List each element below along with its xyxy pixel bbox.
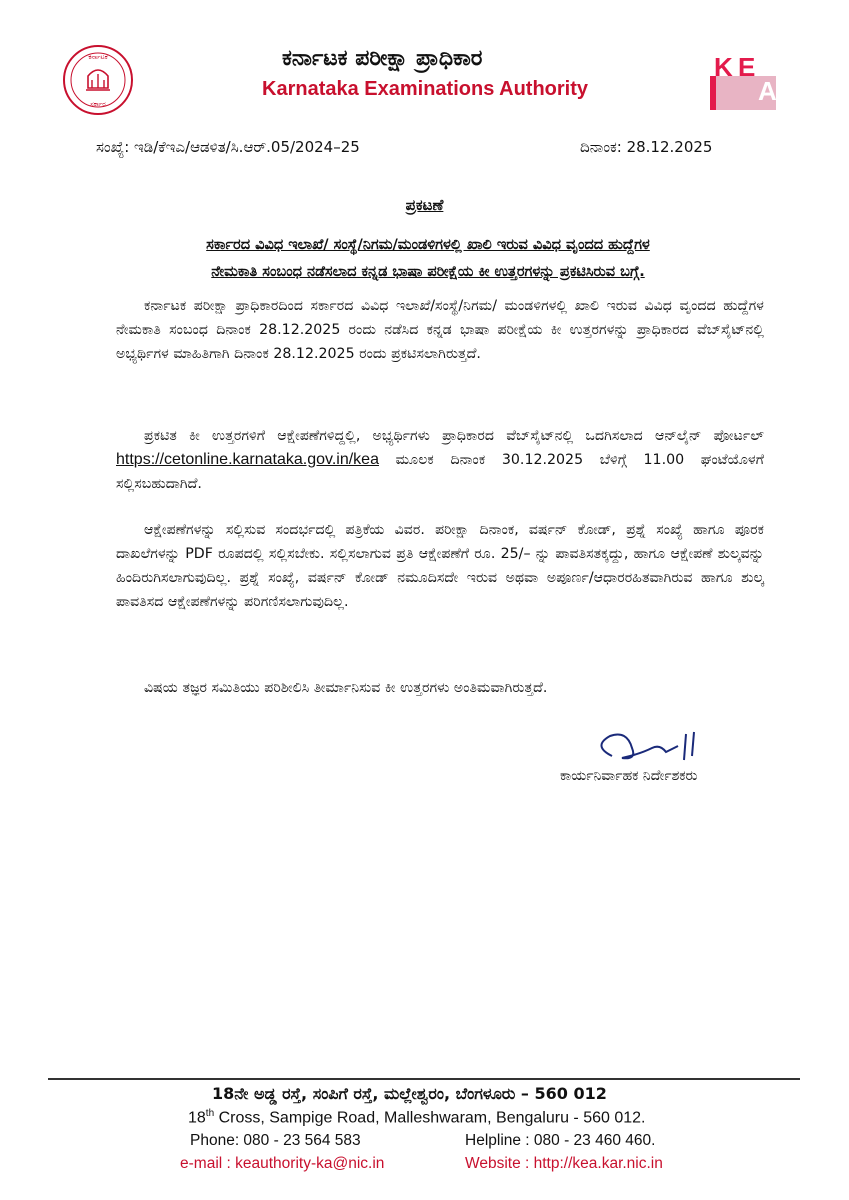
paragraph-4-text: ವಿಷಯ ತಜ್ಞರ ಸಮಿತಿಯು ಪರಿಶೀಲಿಸಿ ತೀರ್ಮಾನಿಸುವ ಕೀ ಉತ್ತರಗಳು ಅಂತಿಮವಾಗಿರುತ್ತದೆ. [144,680,548,696]
notice-subject [92,232,764,286]
logo-letter-e: E [738,52,756,82]
kea-logo-icon [702,40,784,112]
footer-divider [48,1078,800,1080]
reference-value: ಇಡಿ/ಕೆಇಎ/ಆಡಳಿತ/ಸಿ.ಆರ್.05/2024–25 [134,138,360,156]
subject-line-1: ಸರ್ಕಾರದ ವಿವಿಧ ಇಲಾಖೆ/ ಸಂಸ್ಥೆ/ನಿಗಮ/ಮಂಡಳಿಗಳಲ್ಲಿ ಖಾಲಿ ಇರುವ ವಿವಿಧ ವೃಂದದ ಹುದ್ದೆಗಳ [206,237,650,253]
authority-title-kannada: ಕರ್ನಾಟಕ ಪರೀಕ್ಷಾ ಪ್ರಾಧಿಕಾರ [282,46,483,71]
website-link[interactable]: Website : http://kea.kar.nic.in [465,1155,663,1172]
paragraph-1 [116,294,764,366]
paragraph-2-text-start: ಪ್ರಕಟಿತ ಕೀ ಉತ್ತರಗಳಿಗೆ ಆಕ್ಷೇಪಣೆಗಳಿದ್ದಲ್ಲಿ, ಅಭ್ಯರ್ಥಿಗಳು ಪ್ರಾಧಿಕಾರದ ವೆಬ್‌ಸೈಟ್‌ನಲ್ಲಿ ಒದಗಿಸಲಾದ ಆನ್‌ಲೈನ್ ಪೋರ್ಟಲ್ [144,428,764,444]
logo-letter-a: A [758,76,777,106]
date-label: ದಿನಾಂಕ: [580,138,622,156]
notice-heading: ಪ್ರಕಟಣೆ [405,196,444,214]
paragraph-2-text-end: ಮೂಲಕ ದಿನಾಂಕ 30.12.2025 ಬೆಳಿಗ್ಗೆ 11.00 ಘಂಟೆಯೊಳಗೆ ಸಲ್ಲಿಸಬಹುದಾಗಿದೆ. [116,452,765,492]
address-english [188,1108,645,1127]
address-english-number: 18 [188,1109,206,1127]
objection-portal-link[interactable]: https://cetonline.karnataka.gov.in/kea [116,451,379,468]
paragraph-4 [116,676,764,700]
subject-line-2: ನೇಮಕಾತಿ ಸಂಬಂಧ ನಡೆಸಲಾದ ಕನ್ನಡ ಭಾಷಾ ಪರೀಕ್ಷೆಯ ಕೀ ಉತ್ತರಗಳನ್ನು ಪ್ರಕಟಿಸಿರುವ ಬಗ್ಗೆ. [211,264,645,280]
phone-number: Phone: 080 - 23 564 583 [190,1132,361,1149]
address-english-suffix: th [205,1108,215,1119]
email-address[interactable]: e-mail : keauthority-ka@nic.in [180,1155,385,1172]
paragraph-2 [116,424,764,496]
paragraph-3 [116,518,764,614]
authority-title-english: Karnataka Examinations Authority [262,78,589,100]
helpline-number: Helpline : 080 - 23 460 460. [465,1132,656,1149]
address-english-rest: Cross, Sampige Road, Malleshwaram, Bengaluru - 560 012. [214,1109,646,1127]
reference-label: ಸಂಖ್ಯೆ: [96,138,130,156]
reference-number [96,138,360,156]
logo-letter-k: K [714,52,733,82]
emblem-bottom-text: ಸರ್ಕಾರ [90,100,106,108]
address-kannada: 18ನೇ ಅಡ್ಡ ರಸ್ತೆ, ಸಂಪಿಗೆ ರಸ್ತೆ, ಮಲ್ಲೇಶ್ವರಂ, ಬೆಂಗಳೂರು – 560 012 [212,1084,607,1103]
signatory-designation: ಕಾರ್ಯನಿರ್ವಾಹಕ ನಿರ್ದೇಶಕರು [560,768,698,784]
paragraph-1-text: ಕರ್ನಾಟಕ ಪರೀಕ್ಷಾ ಪ್ರಾಧಿಕಾರದಿಂದ ಸರ್ಕಾರದ ವಿವಿಧ ಇಲಾಖೆ/ಸಂಸ್ಥೆ/ನಿಗಮ/ ಮಂಡಳಿಗಳಲ್ಲಿ ಖಾಲಿ ಇರುವ ವಿವಿಧ ವೃಂದದ ಹುದ್ದೆಗಳ ನೇಮಕಾತಿ ಸಂಬಂಧ ದಿನಾಂಕ 28.12.2025 ರಂದು ನಡೆಸಿದ ಕನ್ನಡ ಭಾಷಾ ಪರೀಕ್ಷೆಯ ಕೀ ಉತ್ತರಗಳನ್ನು ಪ್ರಾಧಿಕಾರದ ವೆಬ್‌ಸೈಟ್‌ನಲ್ಲಿ ಅಭ್ಯರ್ಥಿಗಳ ಮಾಹಿತಿಗಾಗಿ ದಿನಾಂಕ 28.12.2025 ರಂದು ಪ್ರಕಟಿಸಲಾಗಿರುತ್ತದೆ. [116,298,764,362]
notice-date [580,138,712,156]
date-value: 28.12.2025 [626,138,713,156]
government-emblem-icon [62,44,134,116]
emblem-top-text: ಕರ್ನಾಟಕ [88,53,108,61]
paragraph-3-text: ಆಕ್ಷೇಪಣೆಗಳನ್ನು ಸಲ್ಲಿಸುವ ಸಂದರ್ಭದಲ್ಲಿ ಪತ್ರಿಕೆಯ ವಿವರ. ಪರೀಕ್ಷಾ ದಿನಾಂಕ, ವರ್ಷನ್ ಕೋಡ್, ಪ್ರಶ್ನೆ ಸಂಖ್ಯೆ ಹಾಗೂ ಪೂರಕ ದಾಖಲೆಗಳನ್ನು PDF ರೂಪದಲ್ಲಿ ಸಲ್ಲಿಸಬೇಕು. ಸಲ್ಲಿಸಲಾಗುವ ಪ್ರತಿ ಆಕ್ಷೇಪಣೆಗೆ ರೂ. 25/– ನ್ನು ಪಾವತಿಸತಕ್ಕದ್ದು, ಹಾಗೂ ಆಕ್ಷೇಪಣೆ ಶುಲ್ಕವನ್ನು ಹಿಂದಿರುಗಿಸಲಾಗುವುದಿಲ್ಲ. ಪ್ರಶ್ನೆ ಸಂಖ್ಯೆ, ವರ್ಷನ್ ಕೋಡ್ ನಮೂದಿಸದೇ ಇರುವ ಅಥವಾ ಅಪೂರ್ಣ/ಆಧಾರರಹಿತವಾಗಿರುವ ಹಾಗೂ ಶುಲ್ಕ ಪಾವತಿಸದ ಆಕ್ಷೇಪಣೆಗಳನ್ನು ಪರಿಗಣಿಸಲಾಗುವುದಿಲ್ಲ. [116,522,764,610]
